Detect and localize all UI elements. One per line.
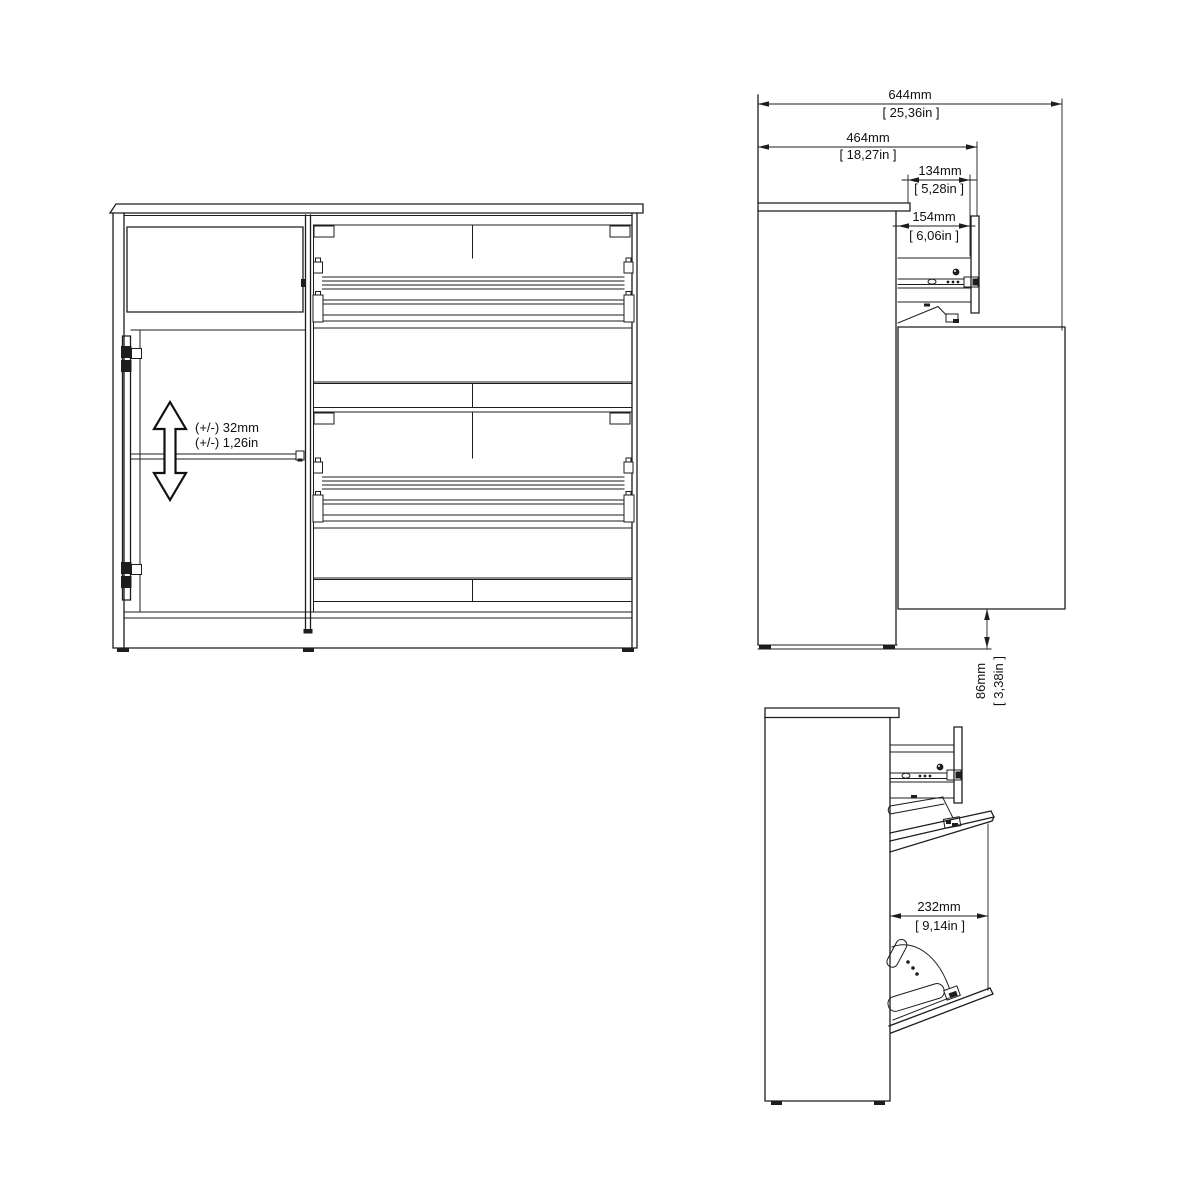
dim-232 — [890, 824, 988, 990]
flap-panel-edge — [889, 988, 993, 1033]
side2-foot-front — [874, 1101, 885, 1105]
side-top-panel — [758, 203, 910, 211]
front-foot-middle — [303, 648, 314, 652]
flap-inner-band — [314, 328, 632, 382]
tilt-rail-lower — [323, 500, 624, 521]
dimension-label: [ 6,06in ] — [909, 228, 959, 243]
side2-foot-back — [771, 1101, 782, 1105]
adjustable-shelf — [131, 454, 297, 459]
front-door-opening — [131, 330, 305, 612]
dimension-label: 464mm — [846, 130, 890, 145]
side-foot-back — [759, 645, 771, 649]
shoe-outline — [885, 938, 909, 970]
shelf-adjust-arrow-icon — [154, 402, 186, 500]
shoe-unit-1 — [313, 225, 634, 408]
side-view-flaps-open — [765, 708, 994, 1105]
hinge-notch — [610, 413, 630, 424]
front-view — [110, 204, 643, 652]
front-foot-left — [117, 648, 129, 652]
side2-top-panel — [765, 708, 899, 718]
slide-screw — [953, 269, 960, 276]
front-body-outline — [113, 213, 637, 648]
front-top-panel — [110, 204, 643, 213]
dimension-label: [ 25,36in ] — [882, 105, 940, 120]
dimension-label: [ 18,27in ] — [839, 147, 897, 162]
hinge-notch — [610, 226, 630, 237]
front-base-lines — [124, 612, 632, 618]
shoe-unit-2 — [313, 412, 634, 602]
side2-body — [765, 718, 890, 1102]
tilt-rail-lower — [323, 300, 624, 321]
hinge-notch — [314, 226, 334, 237]
flap-top-edge — [898, 307, 952, 324]
shelf-adjust-label-mm: (+/-) 32mm — [195, 420, 259, 435]
flap-inner-band — [314, 528, 632, 578]
drawer-front-panel — [954, 727, 962, 803]
shelf-peg-pin — [298, 459, 303, 462]
shelf-adjust-label-in: (+/-) 1,26in — [195, 435, 259, 450]
front-divider-cap — [304, 629, 313, 634]
open-flap-upper — [888, 795, 994, 852]
dimension-label: 134mm — [918, 163, 962, 178]
tilt-rail-upper — [323, 277, 625, 289]
flap-panel-edge — [890, 811, 994, 852]
front-drawer-front — [127, 227, 303, 312]
dimension-label: [ 3,38in ] — [991, 656, 1006, 706]
side2-drawer — [890, 727, 962, 803]
side-bottom — [758, 645, 991, 649]
side-foot-front — [883, 645, 895, 649]
open-flap-lower — [885, 938, 993, 1033]
drawer-front-panel — [971, 216, 979, 313]
flap-front-face — [898, 327, 1065, 609]
dimension-label: [ 9,14in ] — [915, 918, 965, 933]
flap-front-band — [314, 580, 632, 602]
tilt-rail-upper — [323, 477, 625, 489]
flap-front-band — [314, 384, 632, 408]
hinge-notch — [314, 413, 334, 424]
dimension-label: 232mm — [917, 899, 961, 914]
flap-shoe-support — [888, 797, 944, 814]
slide-screw — [937, 764, 944, 771]
front-center-divider — [306, 215, 311, 630]
dimension-label: 154mm — [912, 209, 956, 224]
front-foot-right — [622, 648, 634, 652]
side-view-drawer-open — [758, 87, 1065, 706]
dimension-label: [ 5,28in ] — [914, 181, 964, 196]
dimension-label: 644mm — [888, 87, 932, 102]
dim-154 — [893, 209, 975, 243]
dimension-label: 86mm — [973, 662, 988, 700]
front-drawer-latch — [301, 279, 306, 287]
dim-86 — [973, 609, 1006, 706]
